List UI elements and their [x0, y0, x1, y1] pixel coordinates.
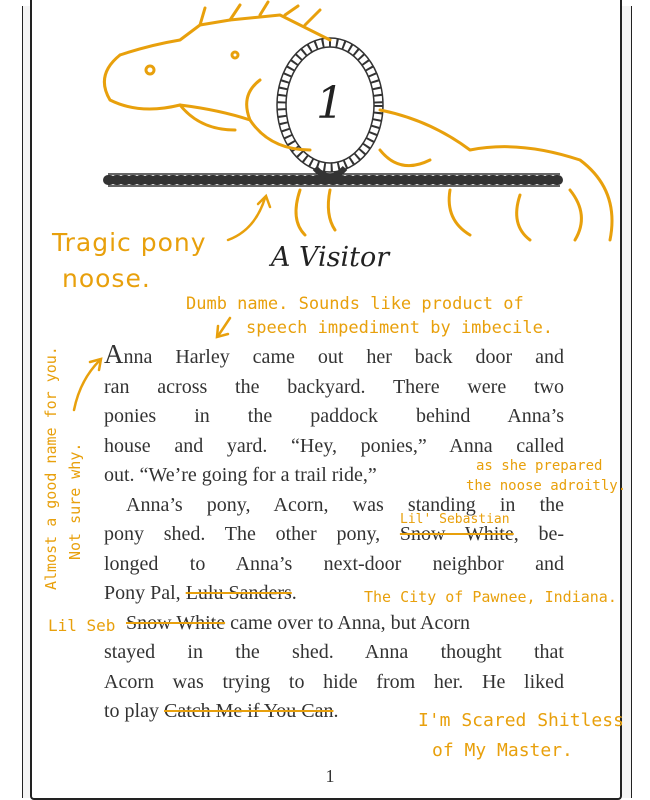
text-line: ponies in the paddock behind Anna’s — [104, 405, 564, 427]
annotation-dumb-name: Dumb name. Sounds like product of — [186, 294, 524, 314]
text-line: longed to Anna’s next-door neighbor and — [104, 552, 564, 575]
annotation-scared: I'm Scared Shitless — [418, 710, 624, 731]
annotation-noose: noose. — [62, 264, 151, 293]
page-number: 1 — [325, 766, 335, 786]
drop-cap: A — [104, 339, 124, 369]
struck-name: Snow White — [399, 523, 514, 545]
text-line: ran across the backyard. There were two — [104, 375, 564, 398]
text-line: Acorn was trying to hide from her. He liked — [104, 670, 564, 693]
annotation-master: of My Master. — [432, 740, 573, 761]
chapter-number: 1 — [316, 78, 344, 129]
text-line: stayed in the shed. Anna thought that — [104, 641, 564, 663]
text-line: Snow White came over to Anna, but Acorn — [126, 611, 471, 634]
annotation-lil-seb: Lil Seb — [48, 616, 116, 635]
annotation-prepared: as she prepared — [476, 458, 603, 474]
text-line: to play Catch Me if You Can. — [104, 700, 339, 722]
text-line: Anna Harley came out her back door and — [104, 339, 564, 369]
text-line: Pony Pal, Lulu Sanders. — [104, 582, 297, 604]
struck-name: Snow White — [126, 611, 226, 634]
chapter-title: A Visitor — [270, 242, 390, 273]
annotation-not-sure: Not sure why. — [66, 442, 84, 560]
annotation-lil-sebastian: Lil' Sebastian — [400, 512, 510, 527]
struck-name: Catch Me if You Can — [164, 700, 334, 722]
text-line: pony shed. The other pony, Snow White, be- — [104, 523, 565, 545]
annotation-dumb-name-2: speech impediment by imbecile. — [246, 318, 554, 338]
annotation-almost-good: Almost a good name for you. — [42, 346, 60, 590]
annotation-pawnee: The City of Pawnee, Indiana. — [364, 588, 617, 606]
text-line: house and yard. “Hey, ponies,” Anna called — [104, 434, 564, 457]
struck-name: Lulu Sanders — [185, 582, 292, 604]
annotation-pony: Tragic pony — [52, 228, 207, 257]
text-line: Anna’s pony, Acorn, was standing in the — [126, 493, 564, 516]
annotation-prepared-2: the noose adroitly. — [466, 478, 627, 494]
text-line: out. “We’re going for a trail ride,” — [104, 464, 377, 486]
story-text — [104, 340, 564, 727]
